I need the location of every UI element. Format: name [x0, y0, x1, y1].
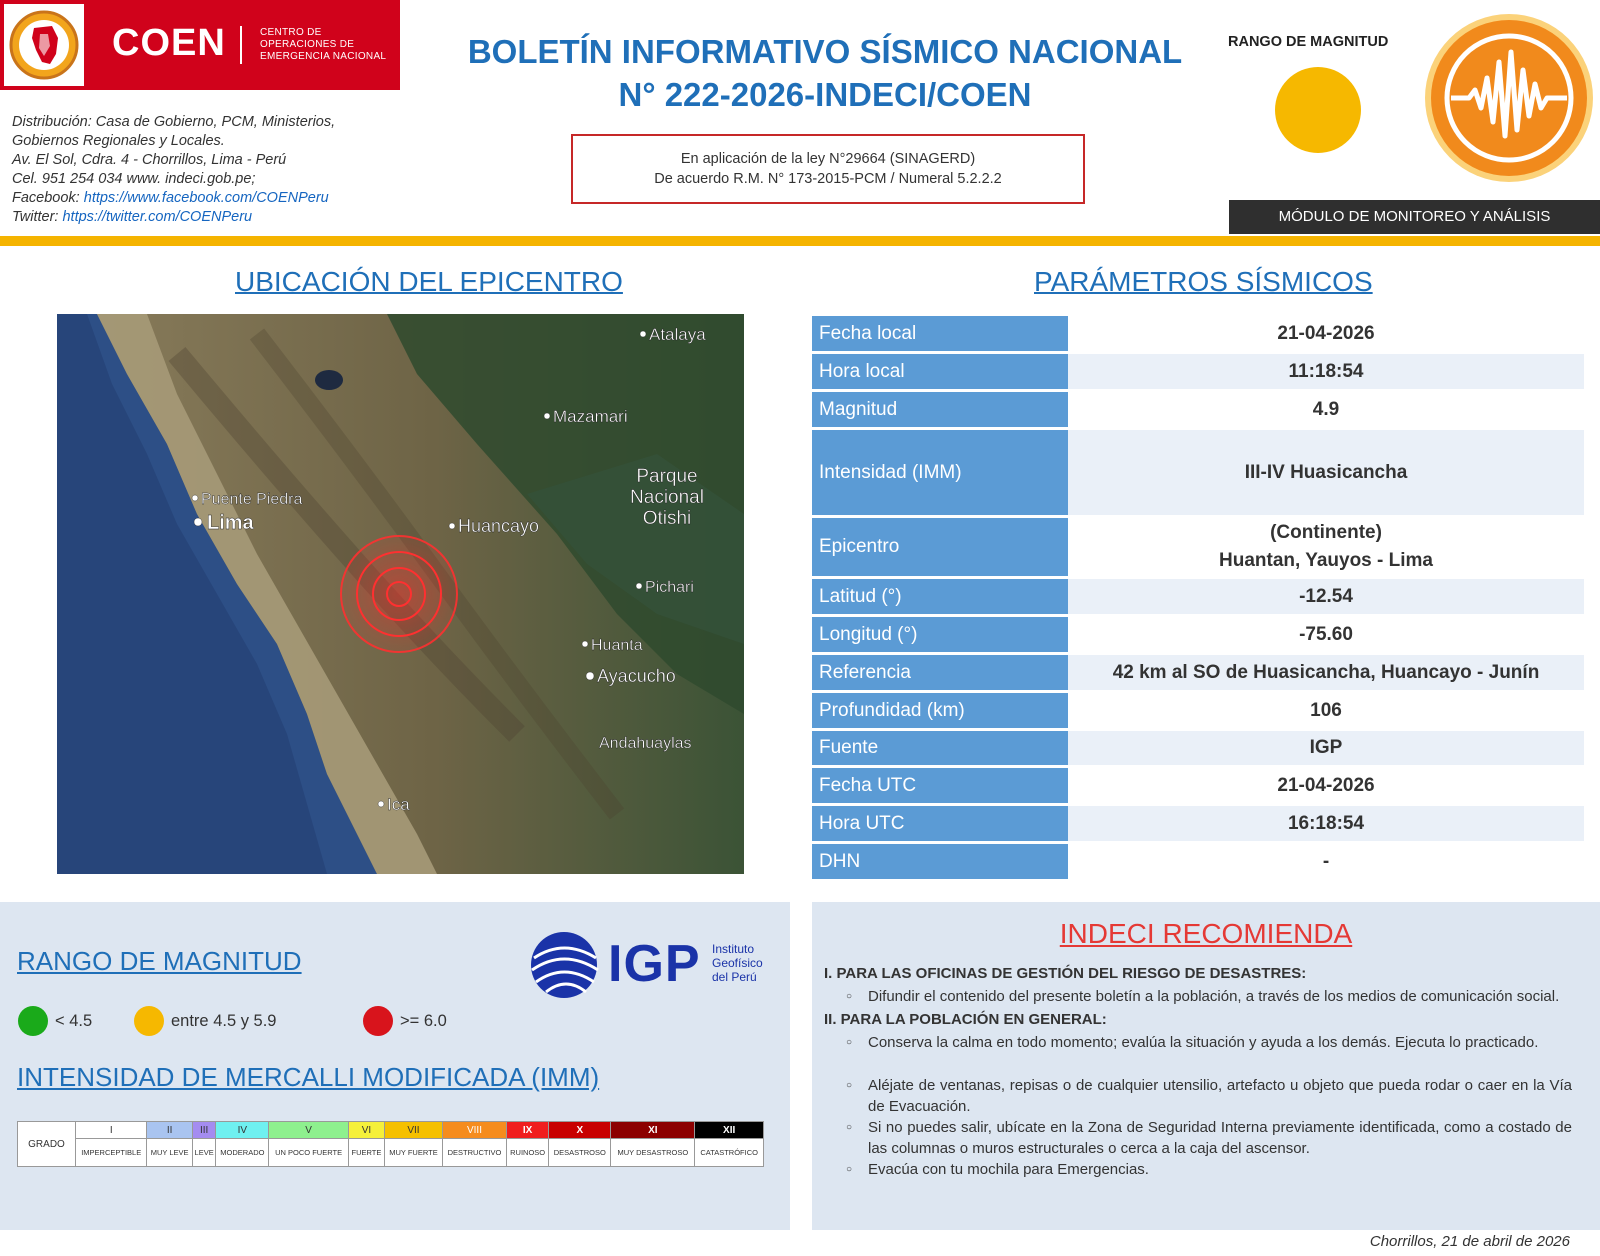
grade-number: I — [76, 1122, 147, 1139]
recommendation-list — [824, 986, 1572, 1007]
satellite-map-image — [57, 314, 744, 874]
epicentro-heading: UBICACIÓN DEL EPICENTRO — [235, 266, 623, 297]
twitter-line — [12, 208, 335, 227]
param-label: Hora UTC — [812, 806, 1068, 841]
coen-subtitle-line: EMERGENCIA NACIONAL — [260, 51, 387, 62]
peru-shield-logo — [4, 4, 84, 86]
place-label-puente-piedra: Puente Piedra — [201, 491, 303, 508]
recommendation-list — [824, 1032, 1572, 1180]
recomienda-heading: INDECI RECOMIENDA — [1059, 918, 1353, 949]
param-value: 16:18:54 — [1068, 806, 1584, 841]
grade-name: MUY LEVE — [147, 1139, 192, 1167]
param-label: Fecha UTC — [812, 768, 1068, 803]
phone-line: Cel. 951 254 034 www. indeci.gob.pe; — [12, 171, 256, 187]
law-line-1: En aplicación de la ley N°29664 (SINAGERD) — [680, 151, 976, 167]
list-item: ○ Aléjate de ventanas, repisas o de cualquier utensilio, artefacto u objeto que pueda rodar o caer en la Vía de Evacuación. — [846, 1075, 1572, 1117]
param-label: Epicentro — [812, 518, 1068, 576]
grade-number: X — [549, 1122, 611, 1139]
grade-number: V — [269, 1122, 349, 1139]
param-value: -12.54 — [1068, 579, 1584, 614]
param-label: Referencia — [812, 655, 1068, 690]
facebook-line — [12, 189, 335, 208]
red-dot-icon — [363, 1006, 393, 1036]
parametros-heading: PARÁMETROS SÍSMICOS — [1034, 266, 1373, 297]
coen-brand-banner — [0, 0, 400, 90]
table-row — [812, 655, 1584, 690]
param-value: 4.9 — [1068, 392, 1584, 427]
seismograph-logo-icon — [1423, 12, 1595, 184]
grade-number: III — [192, 1122, 216, 1139]
law-line-2: De acuerdo R.M. N° 173-2015-PCM / Numeral 5.2.2.2 — [654, 171, 1002, 187]
param-value: IGP — [1068, 731, 1584, 765]
param-label: Profundidad (km) — [812, 693, 1068, 728]
grade-name: IMPERCEPTIBLE — [76, 1139, 147, 1167]
coen-subtitle-line: OPERACIONES DE — [260, 39, 355, 50]
place-label-pichari: Pichari — [645, 579, 694, 596]
legend-label: >= 6.0 — [400, 1011, 447, 1030]
distribution-line: Distribución: Casa de Gobierno, PCM, Ministerios, — [12, 114, 336, 130]
igp-name-line: del Perú — [712, 970, 757, 984]
igp-name-line: Instituto — [712, 942, 755, 956]
rango-magnitud-label: RANGO DE MAGNITUD — [1228, 34, 1389, 50]
param-label: Magnitud — [812, 392, 1068, 427]
grade-number: II — [147, 1122, 192, 1139]
param-value: -75.60 — [1068, 617, 1584, 652]
param-label: Hora local — [812, 354, 1068, 389]
recommendations-content — [824, 963, 1572, 1180]
param-value — [1068, 518, 1584, 576]
grade-name: DESTRUCTIVO — [442, 1139, 506, 1167]
legend-label: entre 4.5 y 5.9 — [171, 1011, 277, 1030]
place-label-atalaya: Atalaya — [649, 325, 706, 344]
legend-item-medium — [134, 1006, 277, 1036]
list-item: ○ Difundir el contenido del presente boletín a la población, a través de los medios de comunicación social. — [846, 986, 1572, 1007]
param-value: 106 — [1068, 693, 1584, 728]
recommendation-section-title: I. PARA LAS OFICINAS DE GESTIÓN DEL RIESGO DE DESASTRES: — [824, 965, 1307, 982]
grade-number: IX — [507, 1122, 549, 1139]
param-value: 42 km al SO de Huasicancha, Huancayo - Junín — [1068, 655, 1584, 690]
law-reference-box — [571, 134, 1085, 204]
bulletin-title — [440, 30, 1210, 116]
place-label-andahuaylas: Andahuaylas — [599, 735, 692, 752]
grade-name: MUY DESASTROSO — [611, 1139, 695, 1167]
param-label: Intensidad (IMM) — [812, 430, 1068, 515]
table-row — [812, 392, 1584, 427]
recommendation-section-title: II. PARA LA POBLACIÓN EN GENERAL: — [824, 1011, 1107, 1028]
mercalli-grade-row — [18, 1122, 764, 1139]
distribution-info — [12, 113, 335, 227]
grade-name: RUINOSO — [507, 1139, 549, 1167]
mercalli-scale-table — [17, 1121, 764, 1167]
coen-subtitle-line: CENTRO DE — [260, 27, 322, 38]
param-label: Latitud (°) — [812, 579, 1068, 614]
coen-subtitle — [260, 27, 386, 63]
table-row — [812, 768, 1584, 803]
grade-name: MODERADO — [216, 1139, 269, 1167]
place-label-huanta: Huanta — [591, 637, 643, 654]
table-row — [812, 617, 1584, 652]
header-separator — [0, 236, 1600, 246]
param-value: 11:18:54 — [1068, 354, 1584, 389]
mercalli-heading: INTENSIDAD DE MERCALLI MODIFICADA (IMM) — [17, 1062, 600, 1092]
param-label: Fuente — [812, 731, 1068, 765]
epicentro-location: Huantan, Yauyos - Lima — [1219, 550, 1433, 571]
igp-full-name — [712, 942, 763, 984]
param-label: DHN — [812, 844, 1068, 879]
place-label-huancayo: Huancayo — [458, 516, 540, 536]
igp-name-line: Geofísico — [712, 956, 763, 970]
seismic-parameters-table — [812, 313, 1584, 882]
list-item: ○ Conserva la calma en todo momento; evalúa la situación y ayuda a los demás. Ejecuta lo practicado. — [846, 1032, 1572, 1053]
facebook-link[interactable]: https://www.facebook.com/COENPeru — [83, 190, 329, 206]
address-line: Av. El Sol, Cdra. 4 - Chorrillos, Lima - Perú — [12, 152, 287, 168]
twitter-link[interactable]: https://twitter.com/COENPeru — [62, 209, 253, 225]
grade-name: MUY FUERTE — [385, 1139, 443, 1167]
magnitude-range-indicator — [1275, 67, 1361, 153]
list-item: ○ Evacúa con tu mochila para Emergencias. — [846, 1159, 1572, 1180]
grade-number: XII — [695, 1122, 764, 1139]
rango-magnitud-heading: RANGO DE MAGNITUD — [17, 946, 302, 976]
footer-date: Chorrillos, 21 de abril de 2026 — [1369, 1233, 1570, 1250]
param-value: III-IV Huasicancha — [1068, 430, 1584, 515]
modulo-banner: MÓDULO DE MONITOREO Y ANÁLISIS — [1229, 200, 1600, 234]
grade-number: IV — [216, 1122, 269, 1139]
param-value: - — [1068, 844, 1584, 879]
grade-number: XI — [611, 1122, 695, 1139]
table-row — [812, 316, 1584, 351]
grade-number: VII — [385, 1122, 443, 1139]
grade-name: CATASTRÓFICO — [695, 1139, 764, 1167]
epicenter-marker — [341, 536, 457, 652]
list-item: ○ Si no puedes salir, ubícate en la Zona de Seguridad Interna previamente identificada, como a costado de las columnas o muros estructurales o cerca a la caja del ascensor. — [846, 1117, 1572, 1159]
table-row — [812, 806, 1584, 841]
coen-wordmark: COEN — [112, 22, 226, 64]
table-row — [812, 579, 1584, 614]
param-label: Fecha local — [812, 316, 1068, 351]
grade-name: FUERTE — [348, 1139, 384, 1167]
table-row — [812, 430, 1584, 515]
grade-name: UN POCO FUERTE — [269, 1139, 349, 1167]
table-row — [812, 731, 1584, 765]
place-label-mazamari: Mazamari — [553, 407, 628, 426]
place-label-lima: Lima — [207, 512, 254, 534]
title-line-2: N° 222-2026-INDECI/COEN — [618, 76, 1032, 113]
table-row — [812, 518, 1584, 576]
brand-divider — [240, 26, 242, 64]
epicenter-map — [57, 314, 744, 874]
place-label-parque-1: Parque — [636, 466, 698, 487]
shield-icon — [4, 4, 84, 86]
legend-label: < 4.5 — [55, 1011, 93, 1030]
title-line-1: BOLETÍN INFORMATIVO SÍSMICO NACIONAL — [467, 33, 1183, 70]
grade-name: DESASTROSO — [549, 1139, 611, 1167]
place-label-ica: Ica — [387, 795, 410, 814]
table-row — [812, 844, 1584, 879]
place-label-ayacucho: Ayacucho — [597, 666, 676, 686]
epicentro-region: (Continente) — [1270, 522, 1382, 543]
place-label-parque-2: Nacional — [630, 487, 704, 508]
grade-number: VIII — [442, 1122, 506, 1139]
twitter-label: Twitter: — [12, 209, 63, 225]
grade-number: VI — [348, 1122, 384, 1139]
legend-item-high — [363, 1006, 447, 1036]
yellow-dot-icon — [134, 1006, 164, 1036]
param-value: 21-04-2026 — [1068, 316, 1584, 351]
param-label: Longitud (°) — [812, 617, 1068, 652]
distribution-line: Gobiernos Regionales y Locales. — [12, 133, 225, 149]
igp-wordmark: IGP — [608, 935, 701, 993]
table-row — [812, 354, 1584, 389]
grado-label: GRADO — [18, 1122, 76, 1167]
table-row — [812, 693, 1584, 728]
facebook-label: Facebook: — [12, 190, 84, 206]
igp-logo — [530, 928, 770, 1002]
mercalli-name-row — [18, 1139, 764, 1167]
green-dot-icon — [18, 1006, 48, 1036]
legend-item-low — [18, 1006, 92, 1036]
param-value: 21-04-2026 — [1068, 768, 1584, 803]
grade-name: LEVE — [192, 1139, 216, 1167]
place-label-parque-3: Otishi — [642, 508, 692, 529]
